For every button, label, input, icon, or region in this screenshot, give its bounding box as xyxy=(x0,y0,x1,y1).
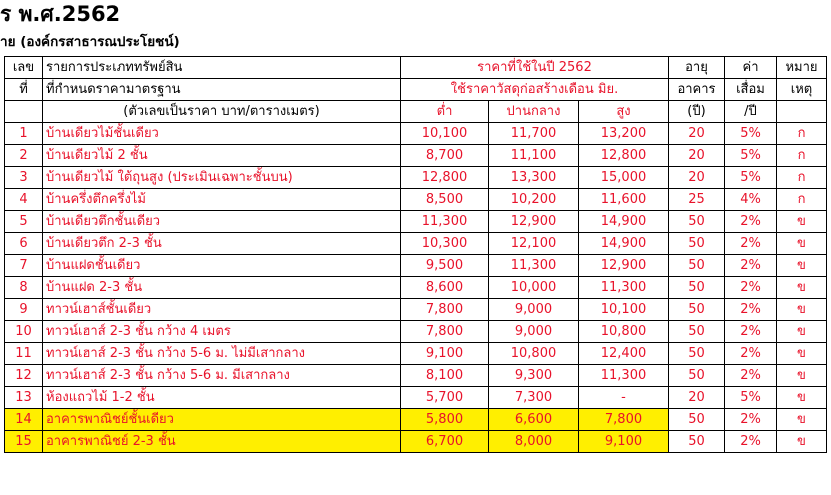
cell-no: 15 xyxy=(5,431,43,453)
table-row xyxy=(5,321,827,343)
cell-no: 6 xyxy=(5,233,43,255)
cell-mid: 10,200 xyxy=(489,189,579,211)
cell-mid: 11,100 xyxy=(489,145,579,167)
cell-age: 50 xyxy=(669,321,725,343)
cell-desc: บ้านเดียวตึก 2-3 ชั้น xyxy=(43,233,401,255)
cell-no: 1 xyxy=(5,123,43,145)
cell-note: ข xyxy=(777,409,827,431)
cell-no: 12 xyxy=(5,365,43,387)
cell-low: 10,300 xyxy=(401,233,489,255)
cell-note: ข xyxy=(777,365,827,387)
cell-mid: 9,300 xyxy=(489,365,579,387)
cell-low: 8,600 xyxy=(401,277,489,299)
header-dep-line1: ค่า xyxy=(725,57,777,79)
header-note-line1: หมาย xyxy=(777,57,827,79)
table-row xyxy=(5,277,827,299)
cell-desc: บ้านเดียวตึกชั้นเดียว xyxy=(43,211,401,233)
cell-no: 9 xyxy=(5,299,43,321)
cell-desc: บ้านครึ่งตึกครึ่งไม้ xyxy=(43,189,401,211)
cell-age: 20 xyxy=(669,167,725,189)
cell-no: 8 xyxy=(5,277,43,299)
cell-dep: 5% xyxy=(725,167,777,189)
cell-mid: 12,900 xyxy=(489,211,579,233)
table-row xyxy=(5,343,827,365)
cell-age: 20 xyxy=(669,145,725,167)
cell-no: 10 xyxy=(5,321,43,343)
cell-high: 12,800 xyxy=(579,145,669,167)
header-row-1 xyxy=(5,57,827,79)
table-row-highlighted xyxy=(5,431,827,453)
cell-high: 11,600 xyxy=(579,189,669,211)
cell-dep: 5% xyxy=(725,145,777,167)
cell-note: ข xyxy=(777,299,827,321)
cell-mid: 11,700 xyxy=(489,123,579,145)
table-row xyxy=(5,233,827,255)
cell-no: 4 xyxy=(5,189,43,211)
cell-note: ข xyxy=(777,387,827,409)
cell-low: 6,700 xyxy=(401,431,489,453)
cell-mid: 9,000 xyxy=(489,299,579,321)
cell-dep: 4% xyxy=(725,189,777,211)
header-note-line3 xyxy=(777,101,827,123)
cell-high: 11,300 xyxy=(579,365,669,387)
cell-age: 50 xyxy=(669,365,725,387)
header-desc-line3: (ตัวเลขเป็นราคา บาท/ตารางเมตร) xyxy=(43,101,401,123)
cell-dep: 2% xyxy=(725,299,777,321)
cell-low: 7,800 xyxy=(401,299,489,321)
table-header xyxy=(5,57,827,123)
cell-dep: 2% xyxy=(725,211,777,233)
cell-mid: 10,000 xyxy=(489,277,579,299)
cell-dep: 5% xyxy=(725,123,777,145)
cell-note: ข xyxy=(777,431,827,453)
cell-low: 8,500 xyxy=(401,189,489,211)
table-row xyxy=(5,167,827,189)
cell-low: 8,100 xyxy=(401,365,489,387)
cell-note: ก xyxy=(777,145,827,167)
cell-age: 50 xyxy=(669,211,725,233)
cell-low: 9,500 xyxy=(401,255,489,277)
cell-high: 10,800 xyxy=(579,321,669,343)
cell-low: 11,300 xyxy=(401,211,489,233)
cell-no: 3 xyxy=(5,167,43,189)
cell-no: 11 xyxy=(5,343,43,365)
header-age-line2: อาคาร xyxy=(669,79,725,101)
cell-dep: 2% xyxy=(725,277,777,299)
cell-dep: 2% xyxy=(725,365,777,387)
cell-dep: 5% xyxy=(725,387,777,409)
header-note-line2: เหตุ xyxy=(777,79,827,101)
document-title: ร พ.ศ.2562 xyxy=(0,2,121,26)
header-price-group-sub: ใช้ราคาวัสดุก่อสร้างเดือน มิย. xyxy=(401,79,669,101)
cell-note: ข xyxy=(777,233,827,255)
cell-desc: ทาวน์เฮาส์ 2-3 ชั้น กว้าง 5-6 ม. ไม่มีเสากลาง xyxy=(43,343,401,365)
cell-age: 50 xyxy=(669,343,725,365)
table-row xyxy=(5,189,827,211)
cell-mid: 7,300 xyxy=(489,387,579,409)
cell-high: 7,800 xyxy=(579,409,669,431)
header-desc-line1: รายการประเภททรัพย์สิน xyxy=(43,57,401,79)
cell-low: 9,100 xyxy=(401,343,489,365)
cell-no: 13 xyxy=(5,387,43,409)
cell-low: 7,800 xyxy=(401,321,489,343)
cell-desc: บ้านแฝดชั้นเดียว xyxy=(43,255,401,277)
cell-desc: ห้องแถวไม้ 1-2 ชั้น xyxy=(43,387,401,409)
price-standard-table xyxy=(4,56,827,453)
header-price-group: ราคาที่ใช้ในปี 2562 xyxy=(401,57,669,79)
cell-dep: 2% xyxy=(725,409,777,431)
header-row-2 xyxy=(5,79,827,101)
cell-dep: 2% xyxy=(725,233,777,255)
header-age-line1: อายุ xyxy=(669,57,725,79)
cell-high: 12,900 xyxy=(579,255,669,277)
cell-dep: 2% xyxy=(725,321,777,343)
cell-note: ข xyxy=(777,277,827,299)
cell-note: ก xyxy=(777,189,827,211)
cell-note: ข xyxy=(777,211,827,233)
cell-high: 11,300 xyxy=(579,277,669,299)
cell-desc: บ้านเดียวไม้ชั้นเดียว xyxy=(43,123,401,145)
cell-high: 12,400 xyxy=(579,343,669,365)
cell-age: 50 xyxy=(669,299,725,321)
cell-no: 5 xyxy=(5,211,43,233)
header-row-3 xyxy=(5,101,827,123)
cell-desc: บ้านเดียวไม้ ใต้ถุนสูง (ประเมินเฉพาะชั้นบน) xyxy=(43,167,401,189)
cell-dep: 2% xyxy=(725,343,777,365)
cell-high: 14,900 xyxy=(579,211,669,233)
cell-high: - xyxy=(579,387,669,409)
cell-high: 13,200 xyxy=(579,123,669,145)
cell-no: 2 xyxy=(5,145,43,167)
cell-no: 7 xyxy=(5,255,43,277)
cell-age: 20 xyxy=(669,123,725,145)
cell-mid: 10,800 xyxy=(489,343,579,365)
cell-age: 50 xyxy=(669,233,725,255)
header-age-line3: (ปี) xyxy=(669,101,725,123)
cell-high: 14,900 xyxy=(579,233,669,255)
cell-age: 20 xyxy=(669,387,725,409)
cell-no: 14 xyxy=(5,409,43,431)
cell-note: ก xyxy=(777,123,827,145)
cell-low: 10,100 xyxy=(401,123,489,145)
cell-desc: อาคารพาณิชย์ 2-3 ชั้น xyxy=(43,431,401,453)
header-desc-line2: ที่กำหนดราคามาตรฐาน xyxy=(43,79,401,101)
cell-age: 50 xyxy=(669,255,725,277)
header-no-line3 xyxy=(5,101,43,123)
cell-desc: บ้านเดียวไม้ 2 ชั้น xyxy=(43,145,401,167)
header-col-high: สูง xyxy=(579,101,669,123)
cell-mid: 8,000 xyxy=(489,431,579,453)
table-row xyxy=(5,211,827,233)
document-subtitle: าย (องค์กรสาธารณประโยชน์) xyxy=(0,34,180,50)
table-body xyxy=(5,123,827,453)
cell-dep: 2% xyxy=(725,431,777,453)
cell-mid: 6,600 xyxy=(489,409,579,431)
cell-desc: ทาวน์เฮาส์ 2-3 ชั้น กว้าง 4 เมตร xyxy=(43,321,401,343)
table-row xyxy=(5,365,827,387)
cell-note: ข xyxy=(777,255,827,277)
cell-mid: 12,100 xyxy=(489,233,579,255)
cell-low: 5,800 xyxy=(401,409,489,431)
cell-age: 25 xyxy=(669,189,725,211)
header-dep-line3: /ปี xyxy=(725,101,777,123)
cell-low: 12,800 xyxy=(401,167,489,189)
cell-dep: 2% xyxy=(725,255,777,277)
cell-low: 5,700 xyxy=(401,387,489,409)
cell-high: 9,100 xyxy=(579,431,669,453)
cell-age: 50 xyxy=(669,431,725,453)
cell-mid: 11,300 xyxy=(489,255,579,277)
cell-desc: ทาวน์เฮาส์ 2-3 ชั้น กว้าง 5-6 ม. มีเสากลาง xyxy=(43,365,401,387)
header-no-line2: ที่ xyxy=(5,79,43,101)
header-no-line1: เลข xyxy=(5,57,43,79)
table-row xyxy=(5,299,827,321)
cell-mid: 9,000 xyxy=(489,321,579,343)
cell-high: 10,100 xyxy=(579,299,669,321)
cell-age: 50 xyxy=(669,277,725,299)
table-row-highlighted xyxy=(5,409,827,431)
cell-note: ข xyxy=(777,321,827,343)
table-row xyxy=(5,387,827,409)
cell-mid: 13,300 xyxy=(489,167,579,189)
table-row xyxy=(5,145,827,167)
cell-note: ข xyxy=(777,343,827,365)
cell-note: ก xyxy=(777,167,827,189)
cell-high: 15,000 xyxy=(579,167,669,189)
cell-desc: บ้านแฝด 2-3 ชั้น xyxy=(43,277,401,299)
header-col-mid: ปานกลาง xyxy=(489,101,579,123)
cell-age: 50 xyxy=(669,409,725,431)
header-dep-line2: เสื่อม xyxy=(725,79,777,101)
header-col-low: ต่ำ xyxy=(401,101,489,123)
table-row xyxy=(5,123,827,145)
cell-low: 8,700 xyxy=(401,145,489,167)
cell-desc: อาคารพาณิชย์ชั้นเดียว xyxy=(43,409,401,431)
cell-desc: ทาวน์เฮาส์ชั้นเดียว xyxy=(43,299,401,321)
table-row xyxy=(5,255,827,277)
